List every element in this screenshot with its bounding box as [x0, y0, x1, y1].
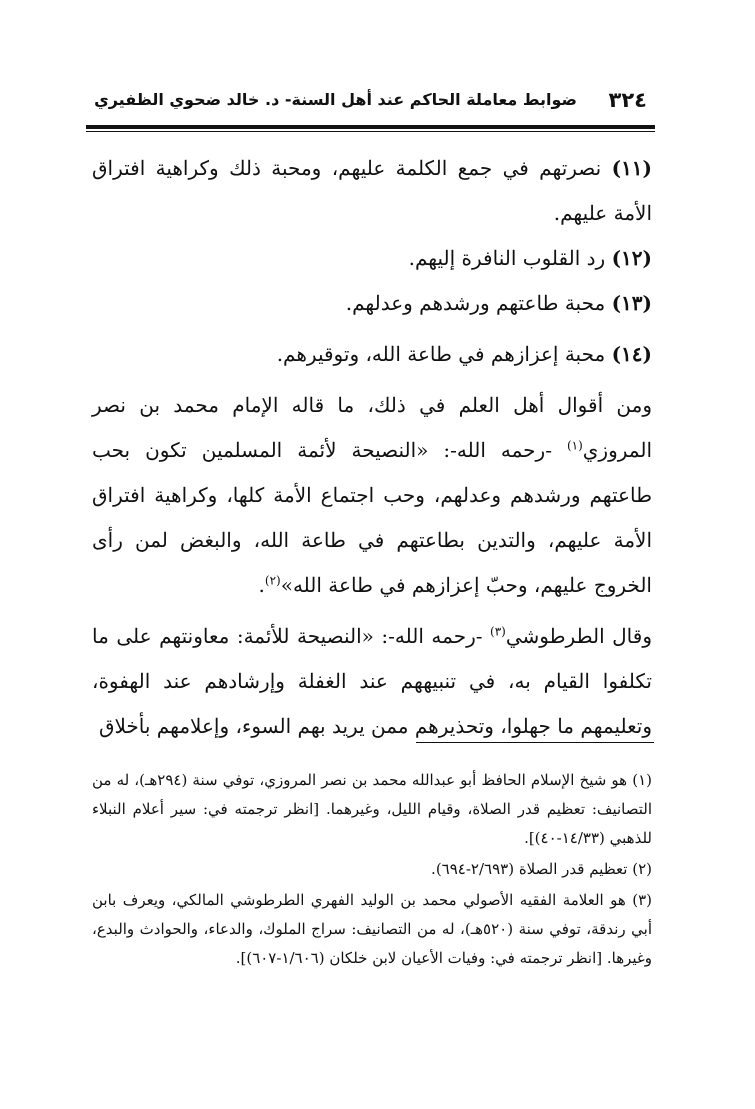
footnote-separator: [416, 742, 654, 743]
para-text: وقال الطرطوشي: [505, 624, 652, 648]
running-header: [86, 86, 655, 122]
list-item: [92, 332, 652, 377]
footnote-text: تعظيم قدر الصلاة (٢/٦٩٣-٦٩٤).: [431, 860, 628, 878]
item-text: محبة إعزازهم في طاعة الله، وتوقيرهم.: [276, 342, 606, 366]
footnote-text: هو العلامة الفقيه الأصولي محمد بن الوليد الفهري الطرطوشي المالكي، ويعرف بابن أبي رندقة، توفي سنة (٥٢٠هـ)، له من التصانيف: سراج الملوك، والدعاء، والحوادث والبدع، وغيرها. [انظر ترجمته في: وفيات الأعيان لابن خلكان (١/٦٠٦-٦٠٧)].: [92, 891, 652, 967]
footnote-ref[interactable]: (٢): [264, 573, 281, 588]
footnote-number: (١): [632, 771, 652, 789]
header-title: ضوابط معاملة الحاكم عند أهل السنة- د. خالد ضحوي الظفيري: [94, 90, 577, 109]
item-text: رد القلوب النافرة إليهم.: [408, 246, 606, 270]
item-number: (١٣): [611, 291, 652, 315]
main-text: [92, 146, 652, 749]
footnote-number: (٢): [632, 860, 652, 878]
paragraph-tartushi: [92, 614, 652, 749]
list-item: [92, 281, 652, 326]
header-rule-thin: [86, 131, 655, 132]
paragraph-marwazi: [92, 383, 652, 608]
footnote-number: (٣): [632, 891, 652, 909]
item-text: نصرتهم في جمع الكلمة عليهم، ومحبة ذلك وكراهية افتراق الأمة عليهم.: [92, 156, 652, 225]
footnote-ref[interactable]: (١): [566, 438, 583, 453]
footnote: [92, 766, 652, 853]
item-number: (١٢): [611, 246, 652, 270]
list-item: [92, 146, 652, 236]
footnotes: [92, 766, 652, 975]
footnote: [92, 886, 652, 973]
quote-text: -رحمه الله-: «النصيحة للأئمة: معاونتهم على ما تكلفوا القيام به، في تنبيههم عند الغفلة وإرشادهم عند الهفوة، وتعليمهم ما جهلوا، وتحذيرهم ممن يريد بهم السوء، وإعلامهم بأخلاق: [92, 624, 652, 738]
para-text: ومن أقوال أهل العلم في ذلك، ما قاله الإمام محمد بن نصر المروزي: [92, 393, 652, 462]
item-number: (١١): [611, 156, 653, 180]
footnote: [92, 855, 652, 884]
footnote-text: هو شيخ الإسلام الحافظ أبو عبدالله محمد بن نصر المروزي، توفي سنة (٢٩٤هـ)، له من التصانيف: تعظيم قدر الصلاة، وقيام الليل، وغيرهما. [انظر ترجمته في: سير أعلام النبلاء للذهبي (١٤/٣٣-٤٠)].: [92, 771, 652, 847]
list-item: [92, 236, 652, 281]
para-end: .: [258, 573, 265, 597]
item-number: (١٤): [611, 342, 652, 366]
quote-text: -رحمه الله-: «النصيحة لأئمة المسلمين تكون بحب طاعتهم ورشدهم وعدلهم، وحب اجتماع الأمة كلها، وكراهية افتراق الأمة عليهم، والتدين بطاعتهم في طاعة الله، والبغض لمن رأى الخروج عليهم، وحبّ إعزازهم في طاعة الله»: [92, 438, 652, 597]
item-text: محبة طاعتهم ورشدهم وعدلهم.: [345, 291, 606, 315]
footnote-ref[interactable]: (٣): [490, 624, 506, 639]
page-number: ٣٢٤: [608, 88, 647, 112]
header-rule-thick: [86, 125, 655, 129]
